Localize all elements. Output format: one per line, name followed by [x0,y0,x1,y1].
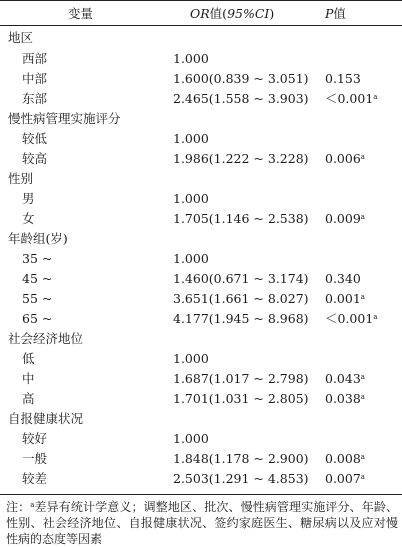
table-group-row [0,408,402,428]
table-row [0,188,402,208]
p-value-text: 0.008 [325,450,361,466]
p-value [325,248,402,268]
row-label: 35 ~ [22,250,53,266]
p-value [325,26,402,49]
group-label: 性别 [8,171,34,186]
p-value [325,208,402,228]
table-row [0,368,402,388]
table-group-row [0,328,402,348]
p-value-text: 0.007 [325,470,361,486]
table-group-row [0,228,402,248]
row-label: 低 [22,351,35,366]
or-ci-value: 1.705(1.146 ~ 2.538) [173,210,309,226]
footnote-prefix: 注： [6,500,31,514]
row-label: 男 [22,191,35,206]
p-value [325,468,402,488]
p-value [325,228,402,248]
row-label: 较差 [22,471,48,486]
table-row [0,288,402,308]
p-value [325,108,402,128]
significance-marker: a [360,152,365,161]
table-footnote [0,494,402,547]
header-p-italic: P [325,6,334,21]
significance-marker: a [360,392,365,401]
or-ci-value: 1.000 [173,130,209,146]
significance-marker: a [373,313,378,321]
table-row [0,48,402,68]
row-label: 中部 [22,71,48,86]
p-value [325,88,402,108]
p-value [325,168,402,188]
group-label: 地区 [8,30,34,45]
table-row [0,248,402,268]
p-value-text: 0.038 [325,390,361,406]
header-or-close: ) [269,6,275,21]
p-value [325,128,402,148]
row-label: 较高 [22,151,48,166]
p-value [325,148,402,168]
or-ci-value: 1.986(1.222 ~ 3.228) [173,150,309,166]
row-label: 西部 [22,51,48,66]
significance-marker: a [360,292,365,301]
table-row [0,308,402,328]
row-label: 中 [22,371,35,386]
footnote-text: 差异有统计学意义；调整地区、批次、慢性病管理实施评分、年龄、性别、社会经济地位、自报健康状况、签约家庭医生、糖尿病以及应对慢性病的态度等因素 [6,500,398,546]
p-value [325,348,402,368]
p-value-text: ＜0.001 [325,311,374,326]
p-value [325,48,402,68]
group-label: 社会经济地位 [8,331,84,346]
or-ci-value: 1.460(0.671 ~ 3.174) [173,270,309,286]
table-body [0,26,402,489]
p-value-text: 0.153 [325,70,361,86]
p-value-text: 0.340 [325,270,361,286]
group-label: 自报健康状况 [8,411,84,426]
or-ci-value [170,108,325,128]
p-value [325,448,402,468]
significance-marker: a [360,452,365,461]
row-label: 55 ~ [22,290,53,306]
or-ci-value: 2.465(1.558 ~ 3.903) [173,90,309,106]
or-ci-value: 1.000 [173,250,209,266]
table-group-row [0,26,402,49]
or-ci-value: 1.000 [173,50,209,66]
or-ci-value: 2.503(1.291 ~ 4.853) [173,470,309,486]
or-ci-value: 1.000 [173,190,209,206]
or-ci-value: 1.687(1.017 ~ 2.798) [173,370,309,386]
table-row [0,448,402,468]
row-label: 较低 [22,131,48,146]
or-ci-value: 4.177(1.945 ~ 8.968) [173,310,309,326]
or-ci-value [170,26,325,49]
row-label: 高 [22,391,35,406]
p-value [325,68,402,88]
p-value-text: 0.001 [325,290,361,306]
or-ci-value: 1.701(1.031 ~ 2.805) [173,390,309,406]
group-label: 年龄组(岁) [8,231,68,246]
p-value [325,408,402,428]
significance-marker: a [360,372,365,381]
or-ci-value: 3.651(1.661 ~ 8.027) [173,290,309,306]
table-row [0,88,402,108]
table-row [0,268,402,288]
footnote-marker: a [30,501,35,509]
header-or [170,1,325,26]
table-row [0,348,402,368]
or-ci-value: 1.848(1.178 ~ 2.900) [173,450,309,466]
table-header-row [0,1,402,26]
row-label: 女 [22,211,35,226]
p-value [325,428,402,448]
p-value [325,308,402,328]
or-ci-value: 1.000 [173,350,209,366]
table-row [0,148,402,168]
row-label: 65 ~ [22,310,53,326]
p-value-text: 0.006 [325,150,361,166]
p-value [325,388,402,408]
header-p-rest: 值 [333,6,346,21]
table-group-row [0,168,402,188]
or-ci-value [170,328,325,348]
p-value-text: 0.009 [325,210,361,226]
group-label: 慢性病管理实施评分 [8,111,121,126]
table-row [0,68,402,88]
p-value [325,368,402,388]
significance-marker: a [373,93,378,101]
significance-marker: a [360,212,365,221]
or-ci-value [170,408,325,428]
or-ci-value [170,228,325,248]
header-or-italic: OR [190,6,210,21]
table-group-row [0,108,402,128]
p-value-text: 0.043 [325,370,361,386]
or-ci-value: 1.600(0.839 ~ 3.051) [173,70,309,86]
or-ci-value: 1.000 [173,430,209,446]
row-label: 较好 [22,431,48,446]
table-row [0,428,402,448]
header-variable: 变量 [0,1,170,26]
row-label: 一般 [22,451,48,466]
table-row [0,468,402,488]
header-p [325,1,402,26]
p-value [325,188,402,208]
p-value [325,288,402,308]
p-value [325,268,402,288]
row-label: 45 ~ [22,270,53,286]
table-row [0,388,402,408]
significance-marker: a [360,472,365,481]
header-ci-italic: 95%CI [227,6,270,21]
p-value [325,328,402,348]
header-or-mid: 值( [209,6,228,21]
table-row [0,128,402,148]
table-row [0,208,402,228]
or-ci-value [170,168,325,188]
row-label: 东部 [22,91,48,106]
p-value-text: ＜0.001 [325,91,374,106]
